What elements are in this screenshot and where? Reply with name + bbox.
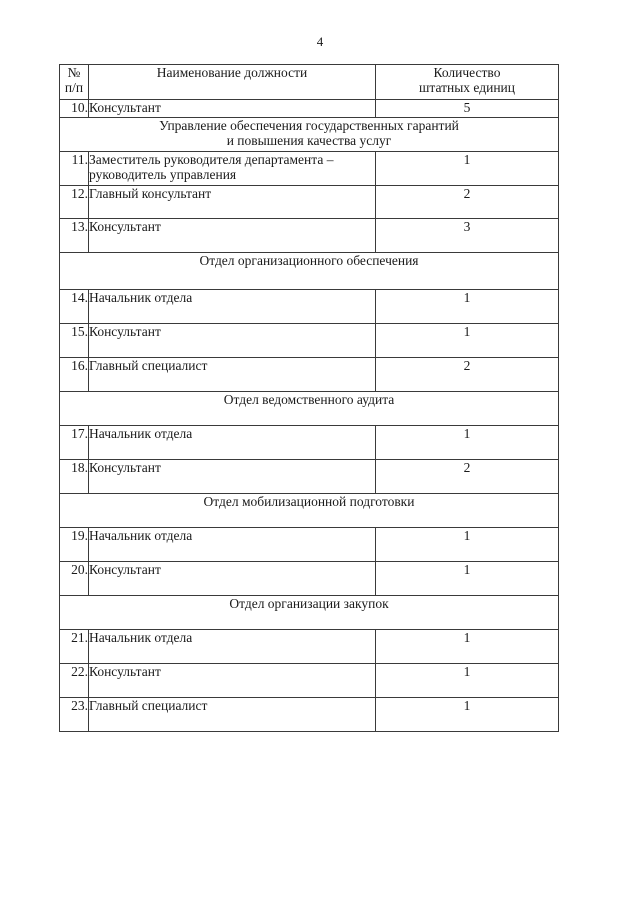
table-row [60,290,559,324]
section-row [60,253,559,290]
table-row [60,426,559,460]
row-num: 17. [60,426,89,460]
row-num: 21. [60,630,89,664]
row-num: 10. [60,100,89,118]
row-qty: 1 [376,698,559,732]
row-position: Начальник отдела [89,630,376,664]
row-num: 18. [60,460,89,494]
table-row [60,630,559,664]
row-num: 15. [60,324,89,358]
row-num: 11. [60,152,89,186]
row-position: Главный специалист [89,698,376,732]
row-qty: 2 [376,358,559,392]
row-qty: 1 [376,290,559,324]
row-num: 19. [60,528,89,562]
row-position: Консультант [89,219,376,253]
section-row [60,596,559,630]
table-row [60,219,559,253]
header-qty: Количество штатных единиц [376,65,559,100]
row-num: 16. [60,358,89,392]
row-qty: 2 [376,186,559,219]
row-qty: 1 [376,426,559,460]
row-qty: 5 [376,100,559,118]
row-num: 20. [60,562,89,596]
row-num: 23. [60,698,89,732]
row-position: Главный консультант [89,186,376,219]
row-position: Главный специалист [89,358,376,392]
row-qty: 2 [376,460,559,494]
row-position: Начальник отдела [89,528,376,562]
table-header-row [60,65,559,100]
section-title: Отдел мобилизационной подготовки [60,494,559,528]
section-row [60,118,559,152]
row-position: Заместитель руководителя департамента – руководитель управления [89,152,376,186]
row-qty: 3 [376,219,559,253]
page-number: 4 [316,34,324,49]
row-position: Начальник отдела [89,426,376,460]
section-row [60,392,559,426]
row-position: Консультант [89,562,376,596]
table-row [60,324,559,358]
row-qty: 1 [376,528,559,562]
section-title: Отдел организации закупок [60,596,559,630]
table-row [60,152,559,186]
table-row [60,562,559,596]
row-position: Консультант [89,664,376,698]
row-qty: 1 [376,324,559,358]
table-row [60,698,559,732]
row-num: 14. [60,290,89,324]
row-position: Начальник отдела [89,290,376,324]
row-qty: 1 [376,152,559,186]
section-row [60,494,559,528]
header-num: № п/п [60,65,89,100]
table-row [60,664,559,698]
table-row [60,100,559,118]
section-title: Отдел ведомственного аудита [60,392,559,426]
section-title: Управление обеспечения государственных гарантий и повышения качества услуг [60,118,559,152]
table-row [60,186,559,219]
row-position: Консультант [89,100,376,118]
table-row [60,528,559,562]
row-num: 12. [60,186,89,219]
header-name: Наименование должности [89,65,376,100]
row-qty: 1 [376,664,559,698]
table-row [60,358,559,392]
row-position: Консультант [89,324,376,358]
row-qty: 1 [376,562,559,596]
section-title: Отдел организационного обеспечения [60,253,559,290]
table-row [60,460,559,494]
row-num: 13. [60,219,89,253]
row-position: Консультант [89,460,376,494]
staff-table [59,64,559,732]
row-qty: 1 [376,630,559,664]
row-num: 22. [60,664,89,698]
